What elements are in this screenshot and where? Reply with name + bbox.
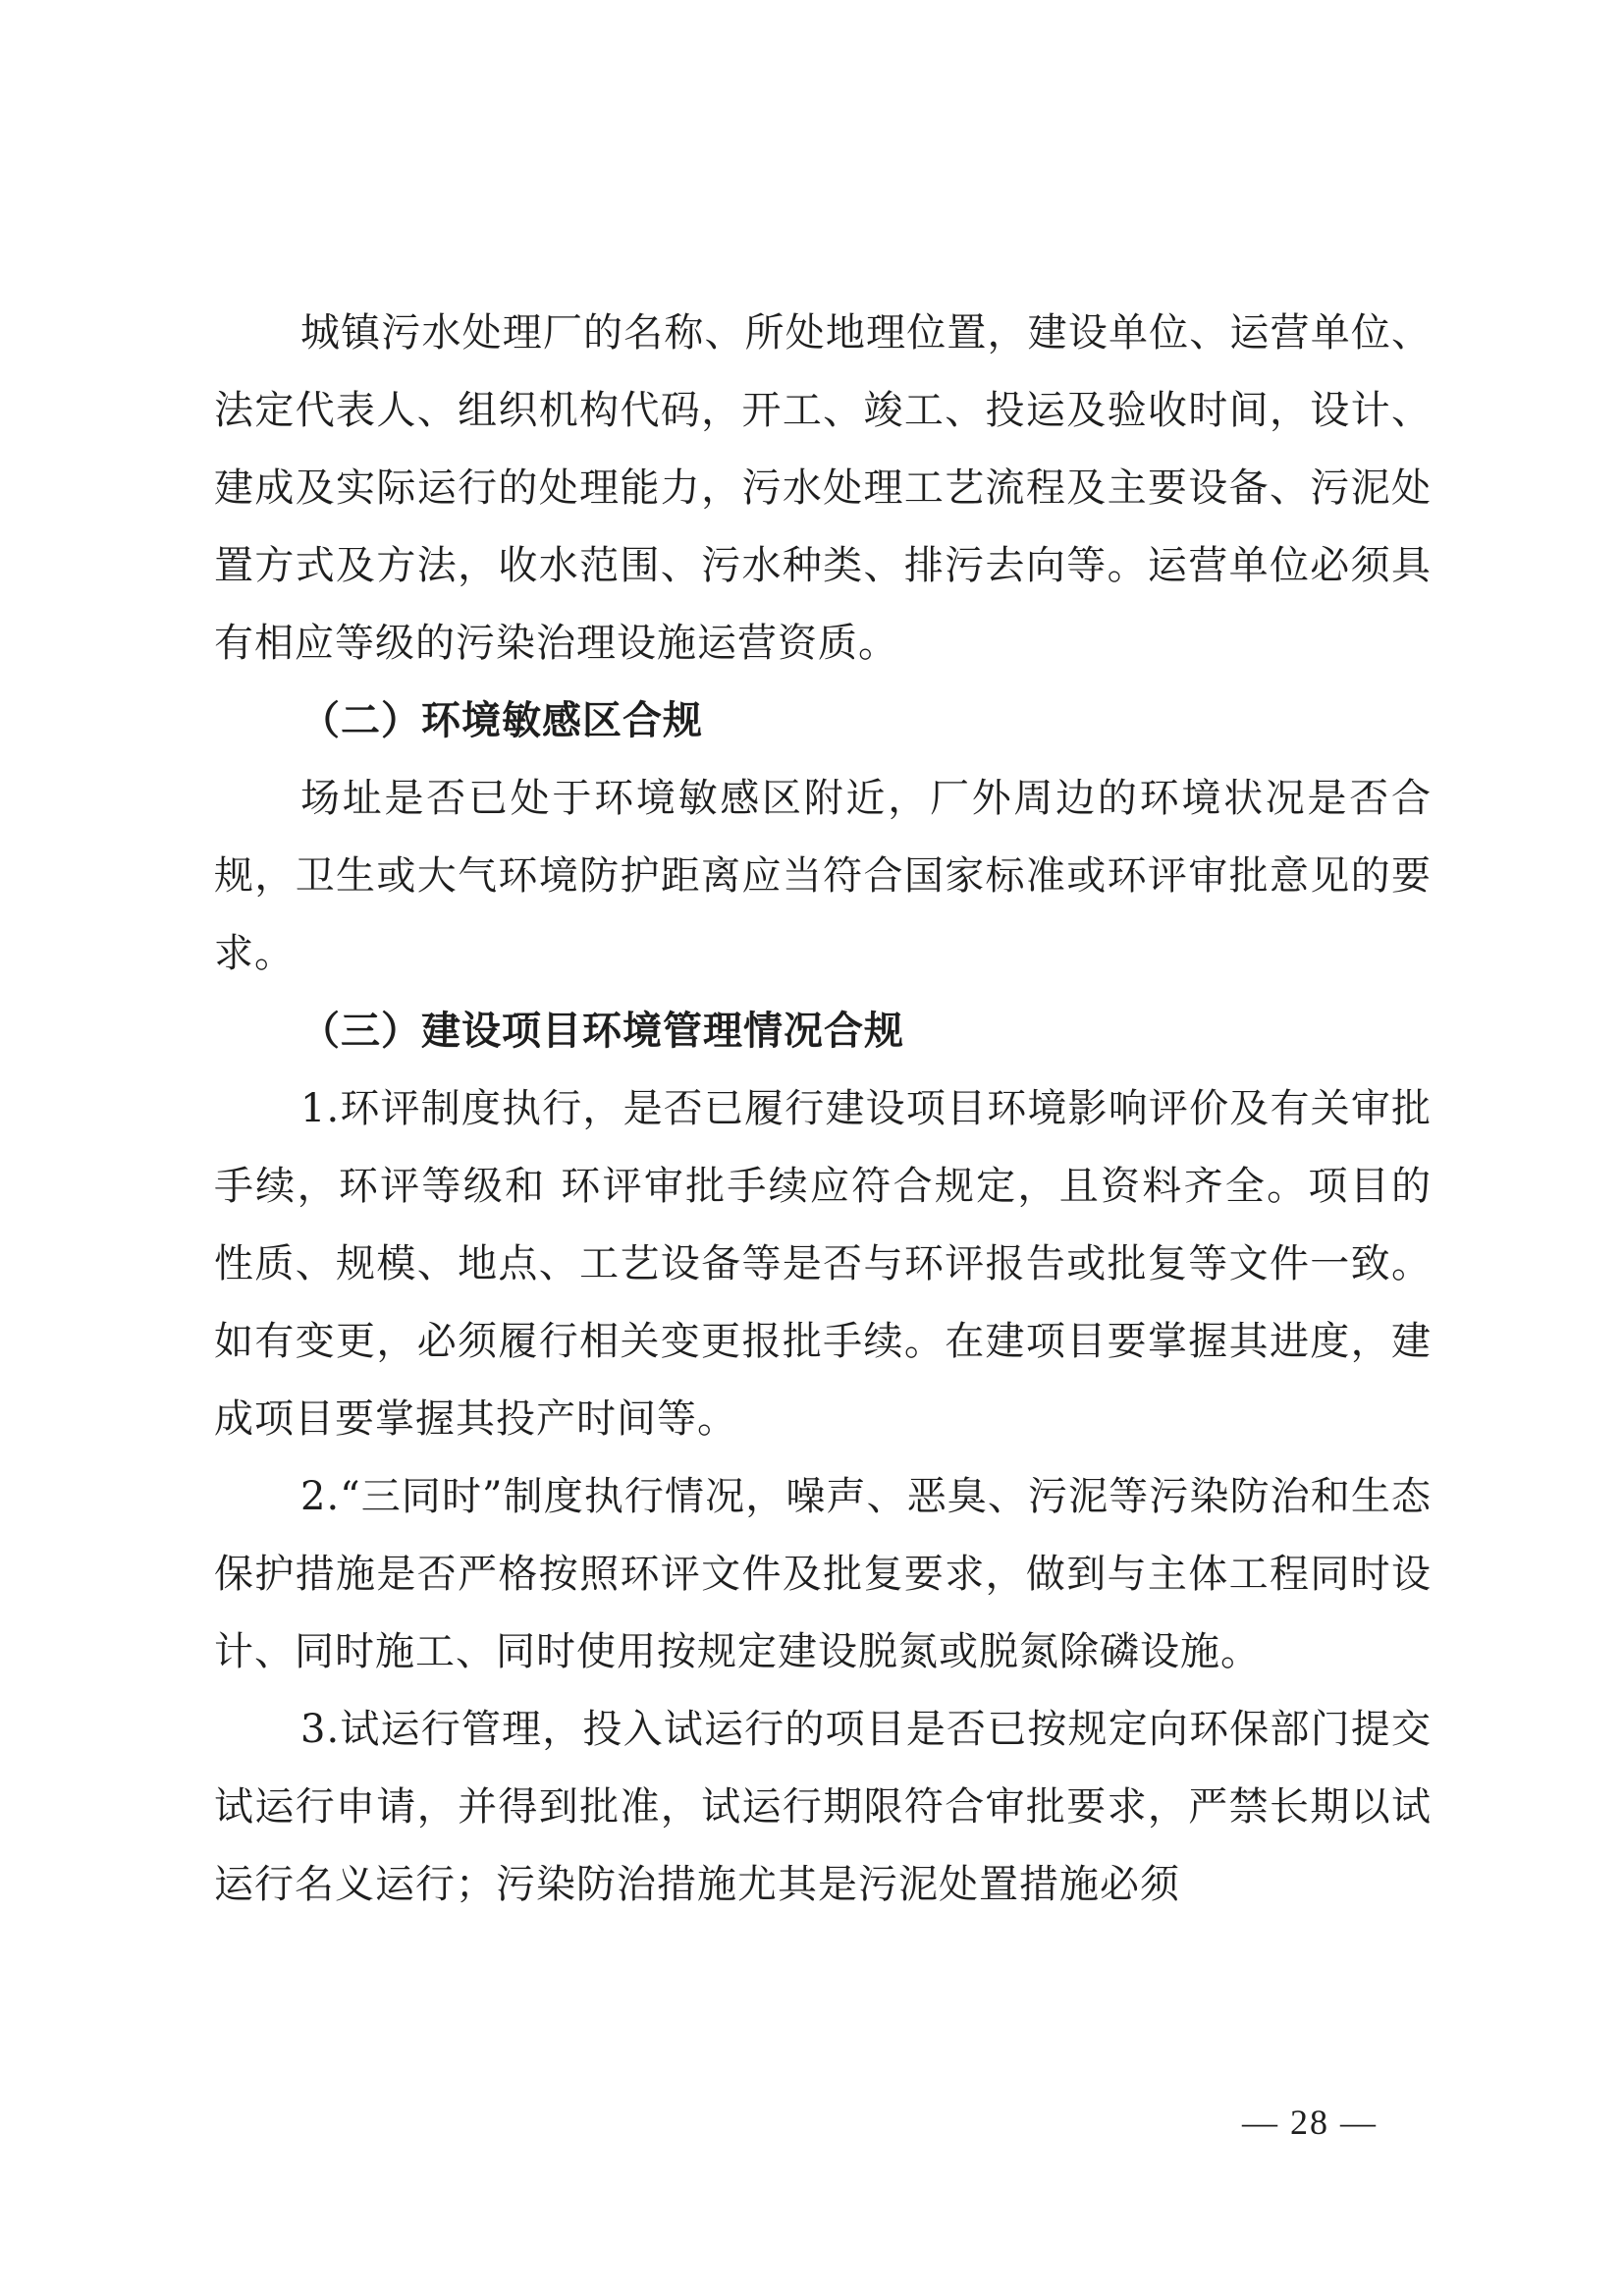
- section-heading-project-management: （三）建设项目环境管理情况合规: [300, 1009, 904, 1054]
- paragraph-eia-execution: 1.环评制度执行，是否已履行建设项目环境影响评价及有关审批手续，环评等级和 环评审批手续应符合规定，且资料齐全。项目的性质、规模、地点、工艺设备等是否与环评报告或批复等文件一致。如有变更，必须履行相关变更报批手续。在建项目要掌握其进度，建成项目要掌握其投产时间等。: [214, 1086, 1432, 1442]
- paragraph-trial-operation: 3.试运行管理，投入试运行的项目是否已按规定向环保部门提交试运行申请，并得到批准，试运行期限符合审批要求，严禁长期以试运行名义运行；污染防治措施尤其是污泥处置措施必须: [214, 1707, 1432, 1907]
- page-number: — 28 —: [1242, 2103, 1378, 2142]
- paragraph-three-simultaneous: 2.“三同时”制度执行情况，噪声、恶臭、污泥等污染防治和生态保护措施是否严格按照环评文件及批复要求，做到与主体工程同时设计、同时施工、同时使用按规定建设脱氮或脱氮除磷设施。: [214, 1474, 1432, 1674]
- body-text: [214, 295, 1432, 1924]
- section-heading-sensitive-area: （二）环境敏感区合规: [300, 698, 703, 743]
- paragraph-site-compliance: 场址是否已处于环境敏感区附近，厂外周边的环境状况是否合规，卫生或大气环境防护距离应当符合国家标准或环评审批意见的要求。: [214, 776, 1432, 976]
- paragraph-facility-info: 城镇污水处理厂的名称、所处地理位置，建设单位、运营单位、法定代表人、组织机构代码，开工、竣工、投运及验收时间，设计、建成及实际运行的处理能力，污水处理工艺流程及主要设备、污泥处置方式及方法，收水范围、污水种类、排污去向等。运营单位必须具有相应等级的污染治理设施运营资质。: [214, 310, 1432, 666]
